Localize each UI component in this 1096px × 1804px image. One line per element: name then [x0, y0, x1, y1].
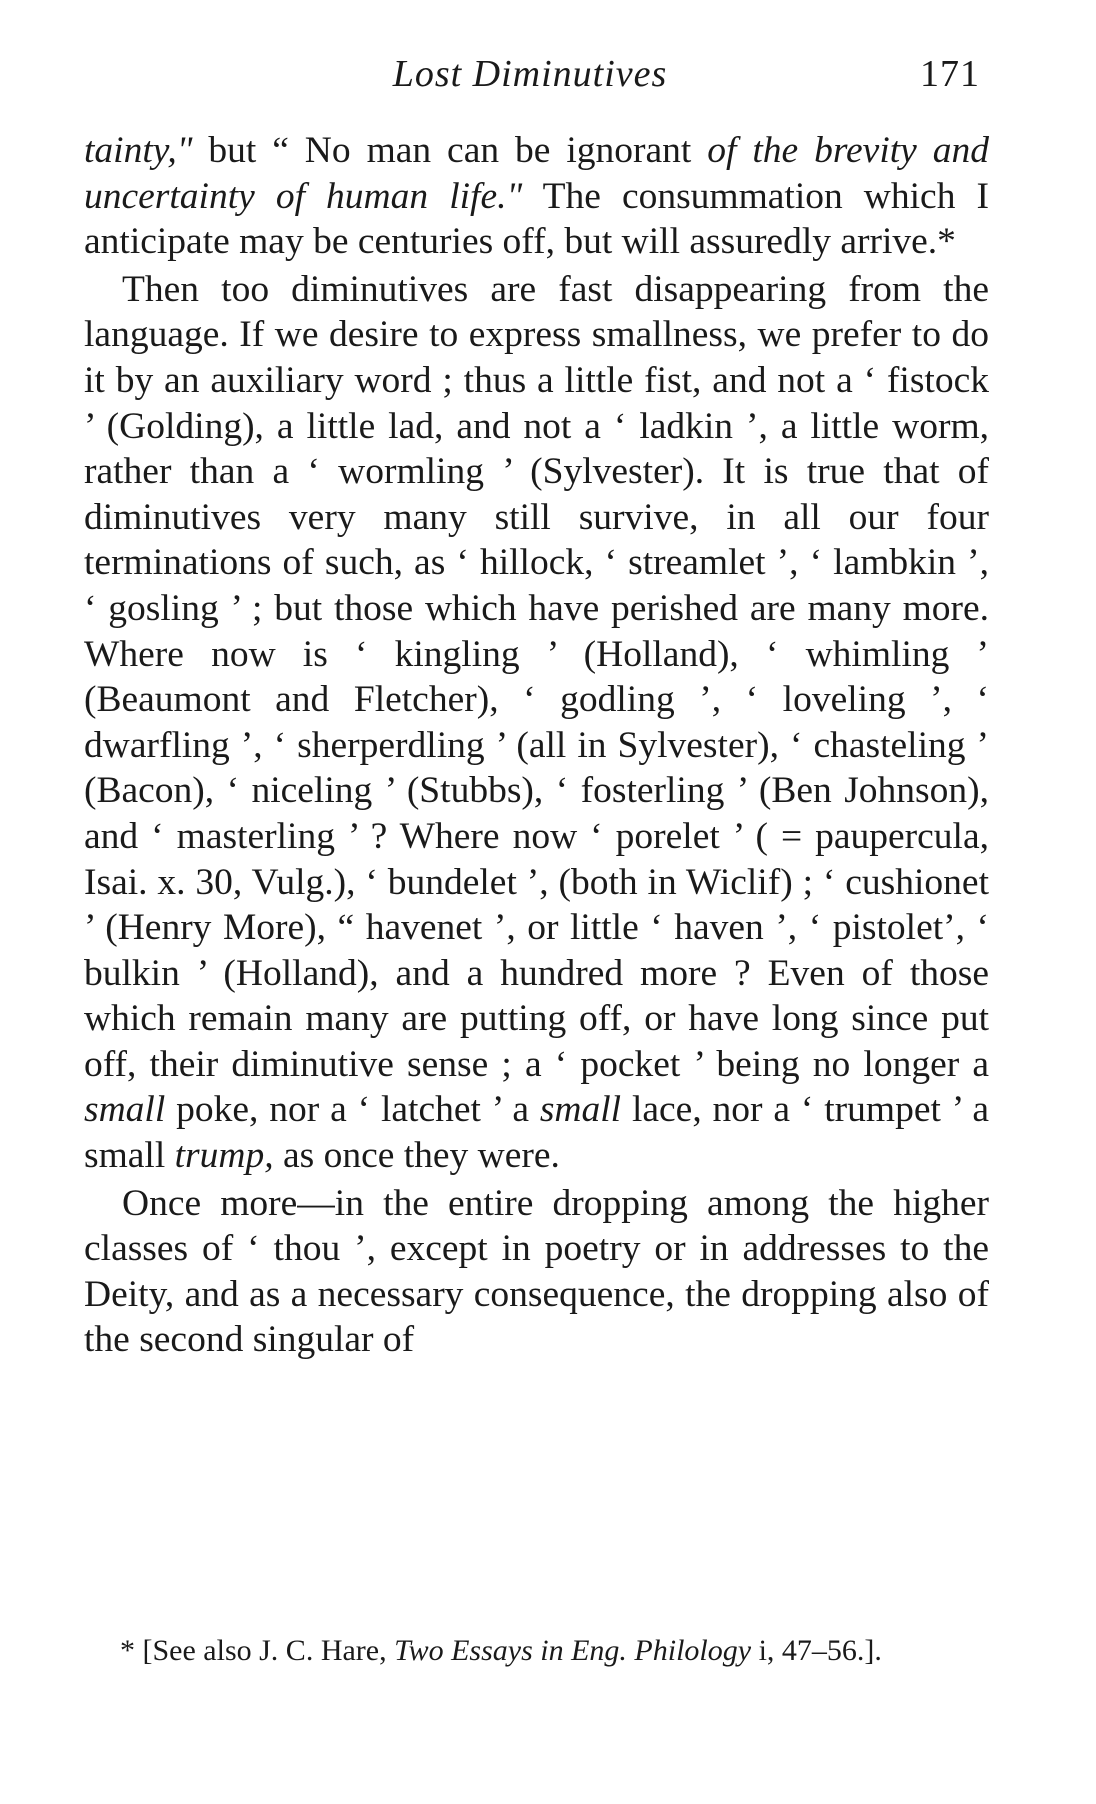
paragraph-1-text-a: but “ No man can be ignorant — [192, 130, 708, 171]
footnote — [120, 1630, 1005, 1672]
paragraph-2 — [84, 267, 989, 1179]
body-text — [84, 128, 989, 1363]
paragraph-2-text-a: Then too diminutives are fast disappearing from the language. If we desire to express smallness, we prefer to do it by an auxiliary word ; thus a little fist, and not a ‘ fistock ’ (Golding), a little lad, and not a ‘ ladkin ’, a little worm, rather than a ‘ wormling ’ (Sylvester). It is true that of diminutives very many still survive, in all our four terminations of such, as ‘ hillock, ‘ streamlet ’, ‘ lambkin ’, ‘ gosling ’ ; but those which have perished are many more. Where now is ‘ kingling ’ (Holland), ‘ whimling ’ (Beaumont and Fletcher), ‘ godling ’, ‘ loveling ’, ‘ dwarfling ’, ‘ sherperdling ’ (all in Sylvester), ‘ chasteling ’ (Bacon), ‘ niceling ’ (Stubbs), ‘ fosterling ’ (Ben Johnson), and ‘ masterling ’ ? Where now ‘ porelet ’ ( = paupercula, Isai. x. 30, Vulg.), ‘ bundelet ’, (both in Wiclif) ; ‘ cushionet ’ (Henry More), “ havenet ’, or little ‘ haven ’, ‘ pistolet’, ‘ bulkin ’ (Holland), and a hundred more ? Even of those which remain many are putting off, or have long since put off, their diminutive sense ; a ‘ pocket ’ being no longer a — [84, 268, 989, 1085]
footnote-text-a: * [See also J. C. Hare, — [120, 1634, 395, 1667]
paragraph-2-italic-b: small — [539, 1089, 622, 1131]
footnote-italic: Two Essays in Eng. Philology — [394, 1634, 752, 1667]
paragraph-1-italic-b: of the brevity and uncertainty of human life." — [84, 130, 989, 217]
paragraph-2-text-d: as once they were. — [273, 1135, 560, 1177]
paragraph-2-text-c: lace, nor a ‘ trumpet ’ a small — [84, 1089, 989, 1177]
running-head — [80, 46, 980, 106]
paragraph-2-text-b: poke, nor a ‘ latchet ’ a — [165, 1089, 540, 1131]
paragraph-1-italic-a: tainty," — [84, 130, 193, 171]
paragraph-1-text-b: The consummation which I anticipate may be centuries off, but will assuredly arrive.* — [84, 175, 989, 263]
footnote-text-b: i, 47–56.]. — [751, 1634, 882, 1667]
running-title: Lost Diminutives — [392, 53, 668, 95]
paragraph-3: Once more—in the entire dropping among the higher classes of ‘ thou ’, except in poetry or in addresses to the Deity, and as a necessary consequence, the dropping also of the second singular of — [84, 1182, 989, 1361]
paragraph-1 — [84, 128, 989, 265]
page-number: 171 — [920, 53, 980, 95]
paragraph-2-italic-c: trump, — [174, 1135, 274, 1177]
paragraph-2-italic-a: small — [84, 1089, 166, 1131]
